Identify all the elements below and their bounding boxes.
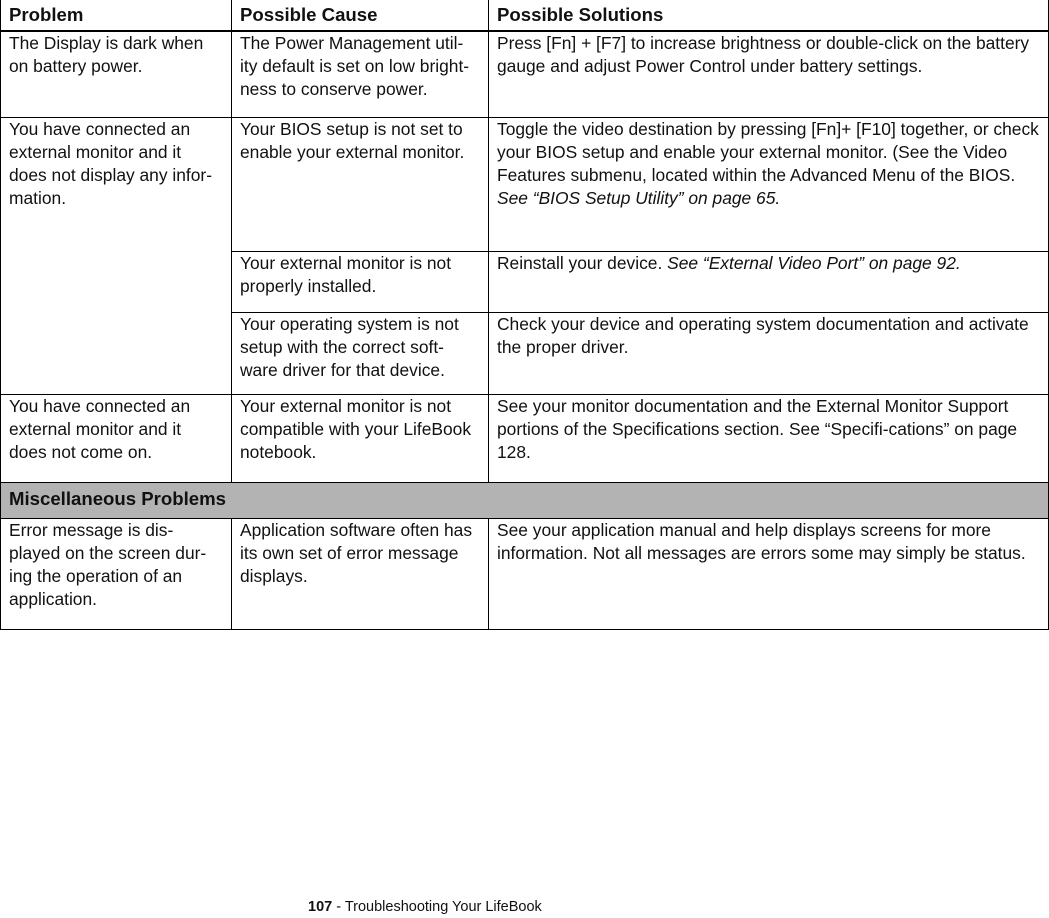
problem-cell: The Display is dark when on battery power.	[1, 31, 232, 118]
section-title: Miscellaneous Problems	[1, 483, 1049, 519]
solution-cell: Press [Fn] + [F7] to increase brightness or double-click on the battery gauge and adjust Power Control under battery settings.	[489, 31, 1049, 118]
cause-cell: Your BIOS setup is not set to enable your external monitor.	[232, 118, 489, 252]
table-row	[1, 519, 1049, 630]
solution-cell	[489, 118, 1049, 252]
problem-cell: You have connected an external monitor and it does not display any infor-mation.	[1, 118, 232, 395]
page-footer	[308, 899, 542, 916]
page-number: 107	[308, 899, 333, 915]
solution-cell: See your application manual and help displays screens for more information. Not all messages are errors some may simply be status.	[489, 519, 1049, 630]
header-possible-cause: Possible Cause	[232, 0, 489, 31]
cause-cell: Application software often has its own set of error message displays.	[232, 519, 489, 630]
cause-cell: Your external monitor is not properly installed.	[232, 252, 489, 313]
table-row	[1, 395, 1049, 483]
cause-cell: Your operating system is not setup with the correct soft-ware driver for that device.	[232, 313, 489, 395]
problem-cell: Error message is dis-played on the screen dur-ing the operation of an application.	[1, 519, 232, 630]
section-header-row	[1, 483, 1049, 519]
cause-cell: Your external monitor is not compatible with your LifeBook notebook.	[232, 395, 489, 483]
solution-cell: See your monitor documentation and the External Monitor Support portions of the Specifications section. See “Specifi-cations” on page 128.	[489, 395, 1049, 483]
cross-reference-link[interactable]: See “External Video Port” on page 92.	[667, 253, 961, 273]
header-problem: Problem	[1, 0, 232, 31]
problem-cell: You have connected an external monitor and it does not come on.	[1, 395, 232, 483]
footer-text: - Troubleshooting Your LifeBook	[332, 899, 542, 915]
solution-cell: Check your device and operating system documentation and activate the proper driver.	[489, 313, 1049, 395]
table-row	[1, 118, 1049, 252]
solution-cell	[489, 252, 1049, 313]
solution-text: Toggle the video destination by pressing [Fn]+ [F10] together, or check your BIOS setup and enable your external monitor. (See the Video Features submenu, located within the Advanced Menu of the BIOS.	[497, 119, 1039, 185]
cross-reference-link[interactable]: See “BIOS Setup Utility” on page 65.	[497, 188, 781, 208]
cause-cell: The Power Management util-ity default is set on low bright-ness to conserve power.	[232, 31, 489, 118]
table-header-row	[1, 0, 1049, 31]
table-row	[1, 31, 1049, 118]
solution-text: Reinstall your device.	[497, 253, 663, 273]
header-possible-solutions: Possible Solutions	[489, 0, 1049, 31]
